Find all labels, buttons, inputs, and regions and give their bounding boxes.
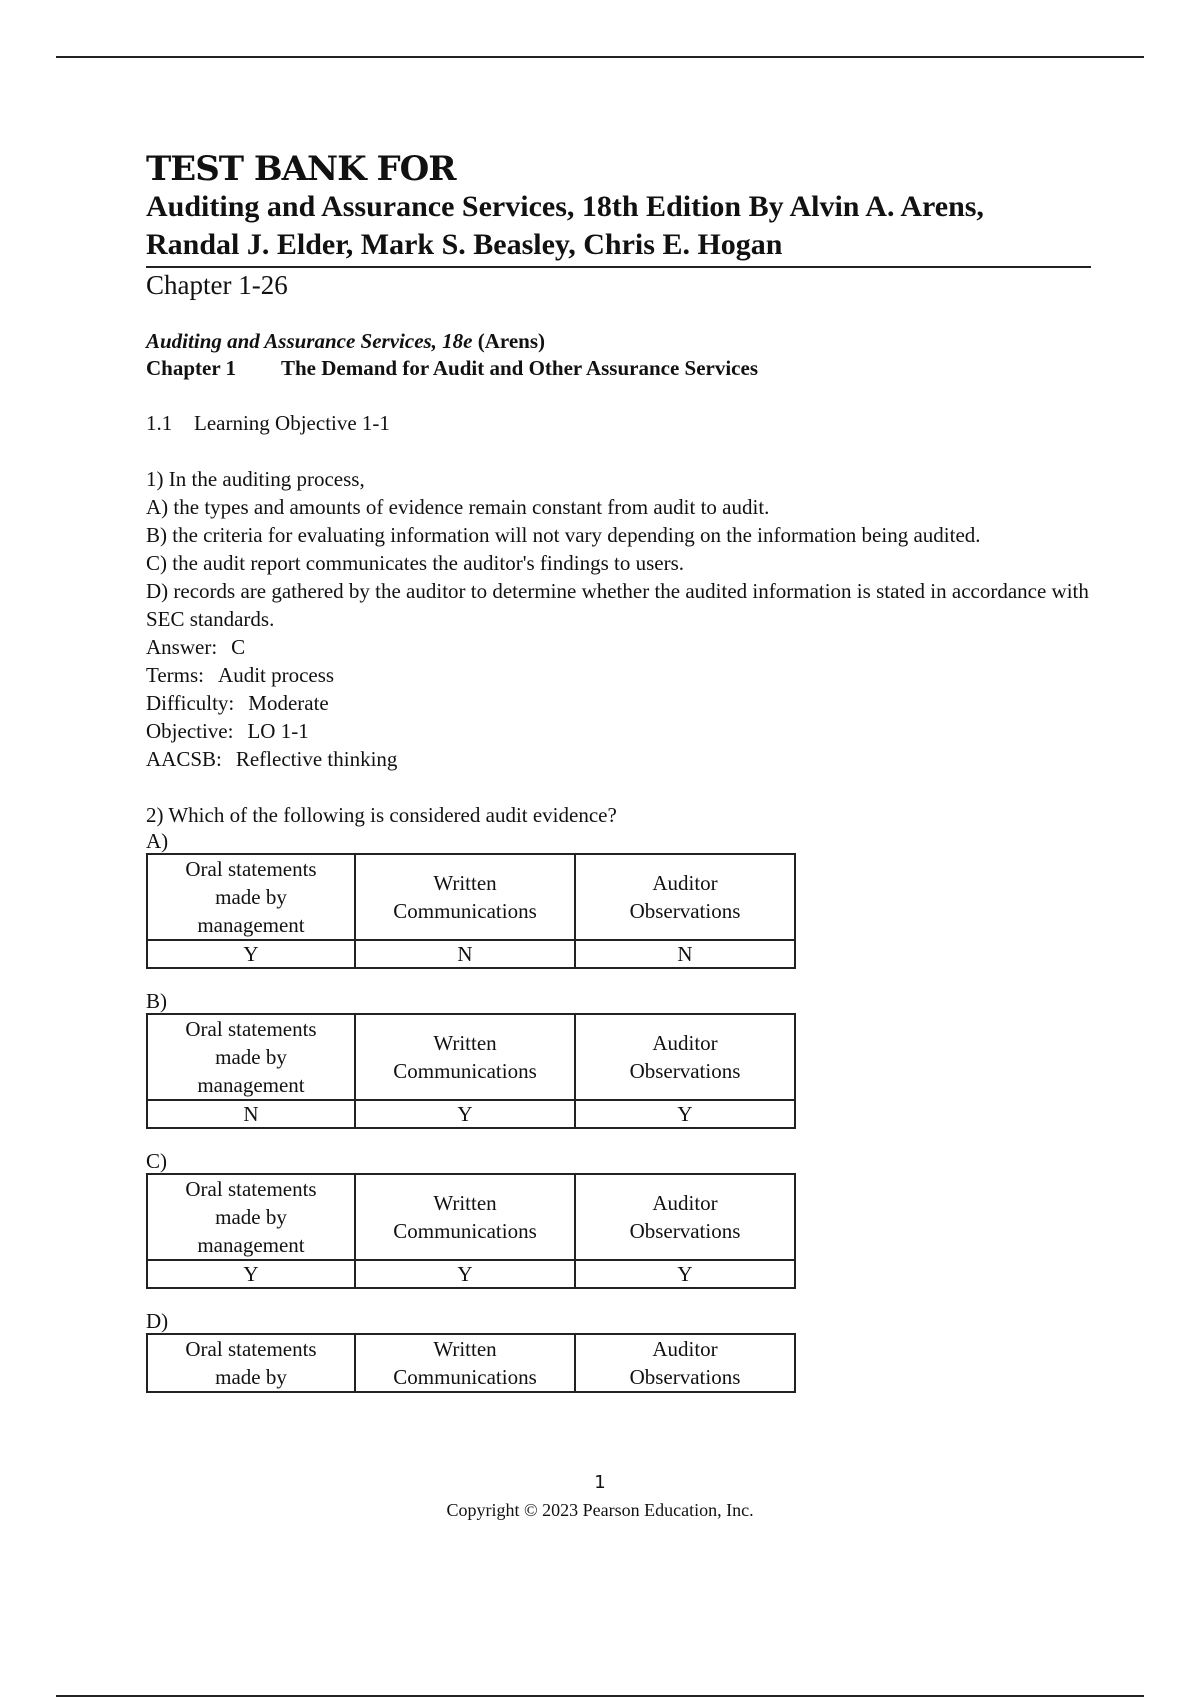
copyright-notice: Copyright © 2023 Pearson Education, Inc. [446, 1500, 754, 1520]
table-cell: Y [575, 1260, 795, 1288]
meta-value: Audit process [218, 663, 335, 687]
meta-key: Difficulty: [146, 691, 235, 715]
option-label: D) [146, 1309, 169, 1333]
header-written-communications: Written Communications [355, 1334, 575, 1392]
table-header-row [147, 854, 795, 940]
question-option: D) records are gathered by the auditor to determine whether the audited information is stated in accordance with SEC standards. [146, 579, 1089, 631]
table-cell: N [575, 940, 795, 968]
header-auditor-observations: Auditor Observations [575, 1174, 795, 1260]
header-written-communications: Written Communications [355, 1014, 575, 1100]
header-written-communications: Written Communications [355, 1174, 575, 1260]
answer-row [146, 633, 1096, 661]
chapter-heading [146, 355, 1096, 382]
meta-key: Answer: [146, 635, 218, 659]
question-option: A) the types and amounts of evidence remain constant from audit to audit. [146, 495, 770, 519]
table-header-row [147, 1334, 795, 1392]
difficulty-row [146, 689, 1096, 717]
bottom-rule [56, 1695, 1144, 1697]
option-table-d [146, 1333, 796, 1393]
question-stem: 1) In the auditing process, [146, 467, 365, 491]
header-oral-statements: Oral statements made by [147, 1334, 355, 1392]
table-row [147, 940, 795, 968]
header-auditor-observations: Auditor Observations [575, 1014, 795, 1100]
subject-heading [146, 328, 1096, 355]
subject-author: (Arens) [477, 329, 546, 353]
meta-key: Objective: [146, 719, 234, 743]
question-2 [146, 801, 1096, 829]
aacsb-row [146, 745, 1096, 773]
learning-objective [146, 410, 1096, 437]
option-label: B) [146, 989, 167, 1013]
meta-value: Reflective thinking [235, 747, 398, 771]
question-option: B) the criteria for evaluating information will not vary depending on the information being audited. [146, 523, 981, 547]
test-bank-title: TEST BANK FOR [146, 149, 456, 189]
lo-label: Learning Objective 1-1 [194, 411, 390, 435]
meta-value: LO 1-1 [247, 719, 309, 743]
table-header-row [147, 1014, 795, 1100]
chapter-range: Chapter 1-26 [146, 270, 288, 300]
header-auditor-observations: Auditor Observations [575, 1334, 795, 1392]
header-oral-statements: Oral statements made by management [147, 1174, 355, 1260]
option-table-c [146, 1173, 796, 1289]
lo-number: 1.1 [146, 411, 173, 435]
table-cell: Y [575, 1100, 795, 1128]
meta-key: AACSB: [146, 747, 222, 771]
question-option: C) the audit report communicates the auditor's findings to users. [146, 551, 685, 575]
objective-row [146, 717, 1096, 745]
chapter-number: Chapter 1 [146, 356, 237, 380]
page-number: 1 [594, 1472, 606, 1493]
header-oral-statements: Oral statements made by management [147, 1014, 355, 1100]
question-1 [146, 465, 1096, 773]
option-table-b [146, 1013, 796, 1129]
subject-book: Auditing and Assurance Services, 18e [146, 329, 473, 353]
option-label: A) [146, 829, 169, 853]
option-table-a [146, 853, 796, 969]
table-cell: N [147, 1100, 355, 1128]
book-title [146, 188, 1091, 268]
terms-row [146, 661, 1096, 689]
top-rule [56, 56, 1144, 58]
table-row [147, 1100, 795, 1128]
table-cell: Y [147, 940, 355, 968]
meta-value: Moderate [248, 691, 329, 715]
header-written-communications: Written Communications [355, 854, 575, 940]
meta-key: Terms: [146, 663, 205, 687]
meta-value: C [231, 635, 246, 659]
book-title-line-2: Randal J. Elder, Mark S. Beasley, Chris E. Hogan [146, 228, 783, 261]
document-page [146, 150, 1096, 1413]
option-label: C) [146, 1149, 167, 1173]
table-cell: Y [147, 1260, 355, 1288]
chapter-title: The Demand for Audit and Other Assurance Services [281, 356, 758, 380]
table-cell: Y [355, 1260, 575, 1288]
question-stem: 2) Which of the following is considered audit evidence? [146, 803, 617, 827]
table-cell: Y [355, 1100, 575, 1128]
table-row [147, 1260, 795, 1288]
header-oral-statements: Oral statements made by management [147, 854, 355, 940]
table-header-row [147, 1174, 795, 1260]
table-cell: N [355, 940, 575, 968]
book-title-line-1: Auditing and Assurance Services, 18th Edition By Alvin A. Arens, [146, 190, 984, 223]
header-auditor-observations: Auditor Observations [575, 854, 795, 940]
